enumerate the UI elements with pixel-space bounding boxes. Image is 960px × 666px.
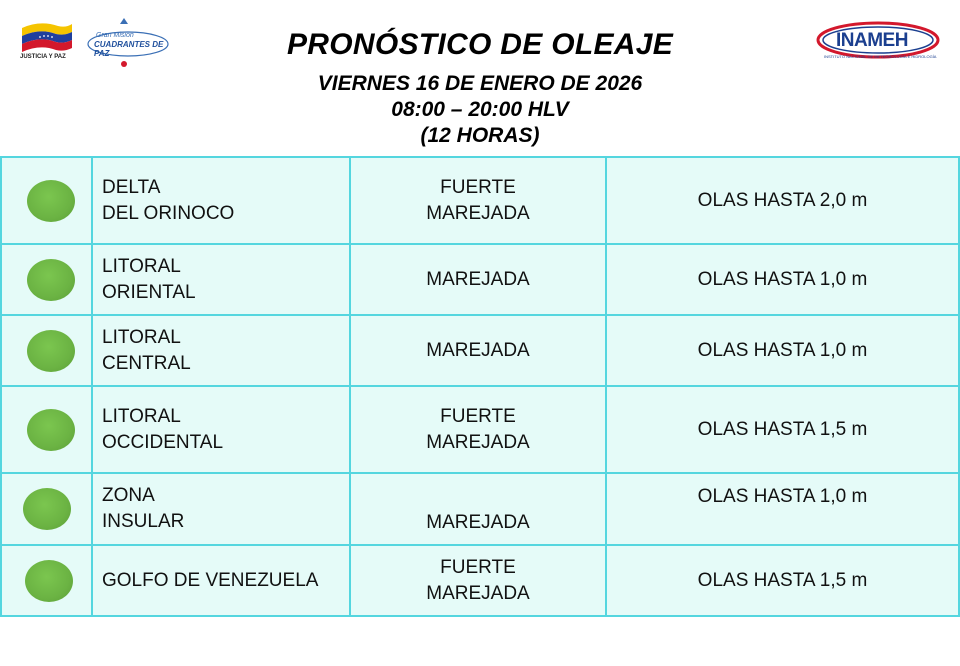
waves-cell: OLAS HASTA 1,0 m [606,244,959,315]
forecast-table [0,156,960,617]
condition-line: FUERTE [440,176,516,198]
zone-line: GOLFO DE VENEZUELA [102,569,319,591]
inameh-logo-text: INAMEH [836,30,908,51]
condition-cell [350,315,606,386]
table-row [1,473,959,545]
table-row [1,545,959,616]
condition-line: MAREJADA [426,268,530,290]
status-dot-icon [25,560,73,602]
zone-cell [92,244,350,315]
zone-cell [92,157,350,244]
status-dot-icon [27,180,75,222]
page-title: PRONÓSTICO DE OLEAJE [286,28,674,61]
forecast-hours: 08:00 – 20:00 HLV [391,98,569,121]
zone-line: LITORAL [102,405,181,427]
zone-cell [92,473,350,545]
condition-cell [350,244,606,315]
inameh-logo [814,18,942,66]
condition-line: MAREJADA [426,202,530,224]
status-dot-icon [27,259,75,301]
zone-cell [92,545,350,616]
condition-cell [350,545,606,616]
zone-line: ZONA [102,485,155,506]
condition-line: FUERTE [440,405,516,427]
zone-line: INSULAR [102,511,185,532]
table-row [1,386,959,473]
zone-line: OCCIDENTAL [102,431,224,453]
zone-cell [92,386,350,473]
zone-line: ORIENTAL [102,281,196,303]
header [0,0,960,156]
zone-cell [92,315,350,386]
condition-line: MAREJADA [426,431,530,453]
waves-cell: OLAS HASTA 1,5 m [606,386,959,473]
forecast-duration: (12 HORAS) [420,124,540,147]
condition-line: MAREJADA [426,339,530,361]
status-dot-icon [27,330,75,372]
condition-cell [350,386,606,473]
zone-line: DELTA [102,176,161,198]
waves-cell: OLAS HASTA 2,0 m [606,157,959,244]
forecast-date: VIERNES 16 DE ENERO DE 2026 [317,72,643,95]
status-cell [1,386,92,473]
status-cell [1,473,92,545]
status-cell [1,315,92,386]
condition-line: MAREJADA [426,512,530,533]
waves-cell: OLAS HASTA 1,0 m [606,315,959,386]
inameh-logo-subtext: INSTITUTO NACIONAL DE METEOROLOGÍA E HIDROLOGÍA [824,54,937,59]
zone-line: CENTRAL [102,352,191,374]
table-row [1,315,959,386]
logo-caption: JUSTICIA Y PAZ [20,54,66,60]
table-row [1,244,959,315]
waves-cell: OLAS HASTA 1,5 m [606,545,959,616]
zone-line: DEL ORINOCO [102,202,235,224]
zone-line: LITORAL [102,326,181,348]
status-dot-icon [27,409,75,451]
condition-cell [350,157,606,244]
status-cell [1,244,92,315]
status-cell [1,545,92,616]
table-row [1,157,959,244]
logo-gm-big: CUADRANTES DE PAZ [94,40,164,58]
zone-line: LITORAL [102,255,181,277]
condition-line: FUERTE [440,556,516,578]
condition-line: MAREJADA [426,582,530,604]
status-cell [1,157,92,244]
logo-gm-small: Gran Misión [96,32,134,39]
condition-cell [350,473,606,545]
status-dot-icon [23,488,71,530]
waves-cell: OLAS HASTA 1,0 m [606,473,959,545]
